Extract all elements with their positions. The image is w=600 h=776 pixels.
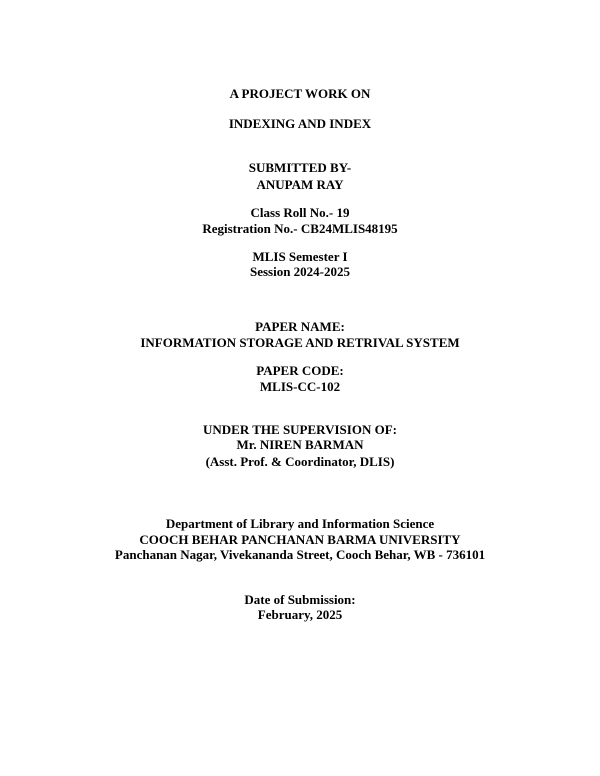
semester: MLIS Semester I (252, 249, 348, 264)
registration-number: Registration No.- CB24MLIS48195 (202, 221, 398, 236)
session: Session 2024-2025 (249, 264, 351, 279)
paper-code: MLIS-CC-102 (259, 379, 341, 394)
department-name: Department of Library and Information Science (165, 516, 435, 531)
supervisor-designation: (Asst. Prof. & Coordinator, DLIS) (205, 454, 395, 469)
student-name: ANUPAM RAY (256, 177, 344, 192)
paper-name-label: PAPER NAME: (255, 319, 345, 334)
supervision-label: UNDER THE SUPERVISION OF: (203, 422, 397, 437)
project-topic: INDEXING AND INDEX (228, 116, 372, 131)
paper-name: INFORMATION STORAGE AND RETRIVAL SYSTEM (140, 335, 460, 350)
submission-date: February, 2025 (257, 607, 343, 622)
submitted-by-label: SUBMITTED BY- (248, 160, 352, 175)
university-address: Panchanan Nagar, Vivekananda Street, Cooch Behar, WB - 736101 (114, 547, 486, 562)
paper-code-label: PAPER CODE: (256, 363, 344, 378)
university-name: COOCH BEHAR PANCHANAN BARMA UNIVERSITY (139, 532, 461, 547)
project-heading: A PROJECT WORK ON (229, 86, 371, 101)
supervisor-name: Mr. NIREN BARMAN (236, 437, 364, 452)
class-roll-number: Class Roll No.- 19 (250, 205, 350, 220)
submission-date-label: Date of Submission: (244, 592, 356, 607)
